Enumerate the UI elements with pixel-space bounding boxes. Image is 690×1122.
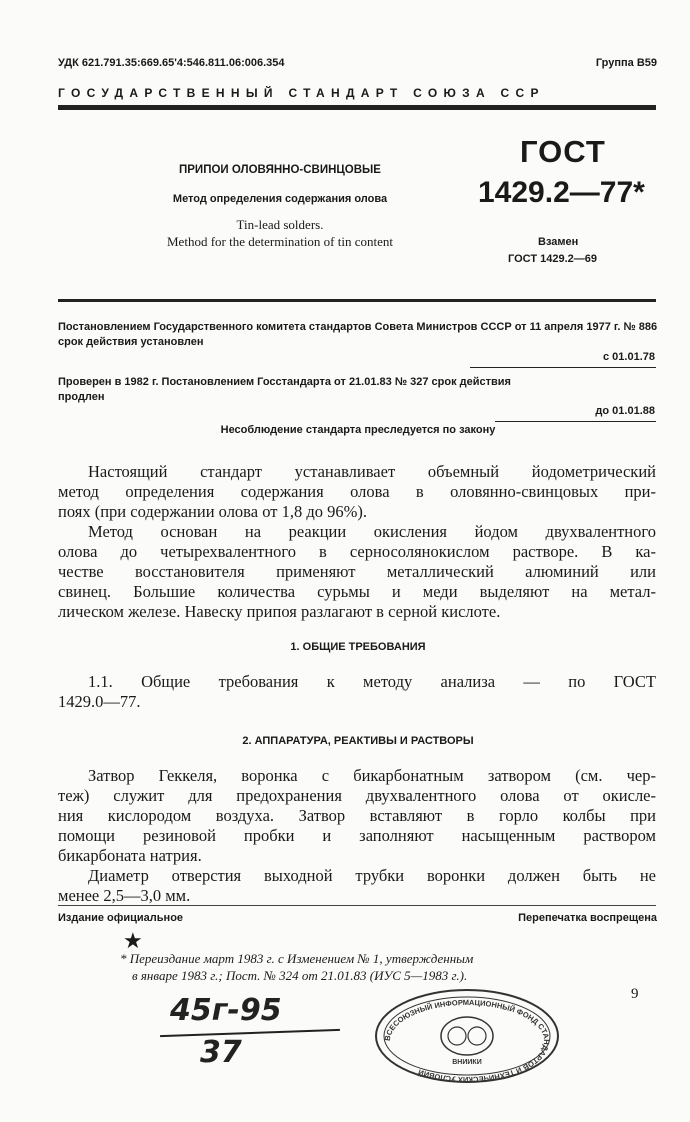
checked-text: Проверен в 1982 г. Постановлением Госстандарта от 21.01.83 № 327 срок действия продлен <box>58 376 511 403</box>
reprint-prohibited-label: Перепечатка воспрещена <box>518 912 657 924</box>
udk-code: УДК 621.791.35:669.65'4:546.811.06:006.354 <box>58 57 285 69</box>
gost-label: ГОСТ <box>520 134 606 169</box>
middle-rule <box>58 299 656 302</box>
english-title-line: Tin-lead solders. <box>236 217 324 232</box>
official-edition-label: Издание официальное <box>58 912 184 924</box>
decree-text: Постановлением Государственного комитета стандартов Совета Министров СССР от 11 апреля 1977 г. № 886 срок действия установлен <box>58 321 658 348</box>
document-title: ПРИПОИ ОЛОВЯННО-СВИНЦОВЫЕ <box>179 164 381 176</box>
text-line: ния кислородом воздуха. Затвор вставляют в горло колбы при <box>58 806 656 825</box>
english-title-line: Method for the determination of tin content <box>167 234 393 249</box>
text-line: поях (при содержании олова от 1,8 до 96%). <box>58 502 367 521</box>
stamp-outer-text: ВСЕСОЮЗНЫЙ ИНФОРМАЦИОННЫЙ ФОНД СТАНДАРТОВ И ТЕХНИЧЕСКИХ УСЛОВИЙ <box>382 997 552 1085</box>
state-standard-heading: ГОСУДАРСТВЕННЫЙ СТАНДАРТ СОЮЗА ССР <box>58 86 545 100</box>
text-line: свинец. Большие количества сурьмы и меди выделяют на метал- <box>58 582 656 601</box>
text-line: метод определения содержания олова в оловянно-свинцовых при- <box>58 482 656 501</box>
intro-paragraph <box>58 462 656 622</box>
text-line: бикарбоната натрия. <box>58 846 202 865</box>
text-line: лическом железе. Навеску припоя разлагают в серной кислоте. <box>58 602 501 621</box>
gost-number: 1429.2—77* <box>478 176 645 209</box>
text-line: Диаметр отверстия выходной трубки воронки должен быть не <box>88 866 656 885</box>
star-icon: ★ <box>123 928 143 953</box>
replaces-label: Взамен <box>538 236 579 248</box>
date-underline <box>495 421 656 422</box>
text-line: менее 2,5—3,0 мм. <box>58 886 191 905</box>
handwritten-note: 45г-95 <box>170 993 282 1028</box>
handwritten-underline <box>160 1029 340 1037</box>
text-line: 1429.0—77. <box>58 692 141 711</box>
library-stamp <box>372 986 562 1086</box>
page-number: 9 <box>631 986 639 1002</box>
section-2-title: 2. АППАРАТУРА, РЕАКТИВЫ И РАСТВОРЫ <box>242 735 474 747</box>
replaces-value: ГОСТ 1429.2—69 <box>508 253 597 265</box>
date-underline <box>470 367 656 368</box>
footnote <box>120 950 620 984</box>
text-line: Настоящий стандарт устанавливает объемный йодометрический <box>88 462 656 481</box>
footnote-line: в январе 1983 г.; Пост. № 324 от 21.01.83 (ИУС 5—1983 г.). <box>132 968 468 983</box>
text-line: помощи резиновой пробки и заполняют насыщенным раствором <box>58 826 656 845</box>
text-line: 1.1. Общие требования к методу анализа — по ГОСТ <box>88 672 656 691</box>
valid-to-date: до 01.01.88 <box>595 405 655 417</box>
text-line: честве восстановителя применяют металлический алюминий или <box>58 562 656 581</box>
text-line: Метод основан на реакции окисления йодом двухвалентного <box>88 522 656 541</box>
top-rule <box>58 105 656 110</box>
section-2-paragraph <box>58 766 656 906</box>
section-1-paragraph <box>58 672 656 712</box>
stamp-inner-text: ВНИИКИ <box>452 1059 482 1066</box>
text-line: олова до четырехвалентного в серносолянокислом растворе. В ка- <box>58 542 656 561</box>
valid-from-date: с 01.01.78 <box>603 351 655 363</box>
document-subtitle: Метод определения содержания олова <box>172 193 388 205</box>
text-line: Затвор Геккеля, воронка с бикарбонатным затвором (см. чер- <box>88 766 656 785</box>
text-line: теж) служит для предохранения двухвалентного олова от окисле- <box>58 786 656 805</box>
section-1-title: 1. ОБЩИЕ ТРЕБОВАНИЯ <box>290 641 426 653</box>
handwritten-number: 37 <box>200 1035 242 1070</box>
noncompliance-note: Несоблюдение стандарта преследуется по закону <box>220 424 496 436</box>
english-title <box>90 216 470 250</box>
footnote-line: * Переиздание март 1983 г. с Изменением № 1, утвержденным <box>120 951 474 966</box>
footer-rule <box>58 905 656 906</box>
group-code: Группа В59 <box>595 57 657 69</box>
